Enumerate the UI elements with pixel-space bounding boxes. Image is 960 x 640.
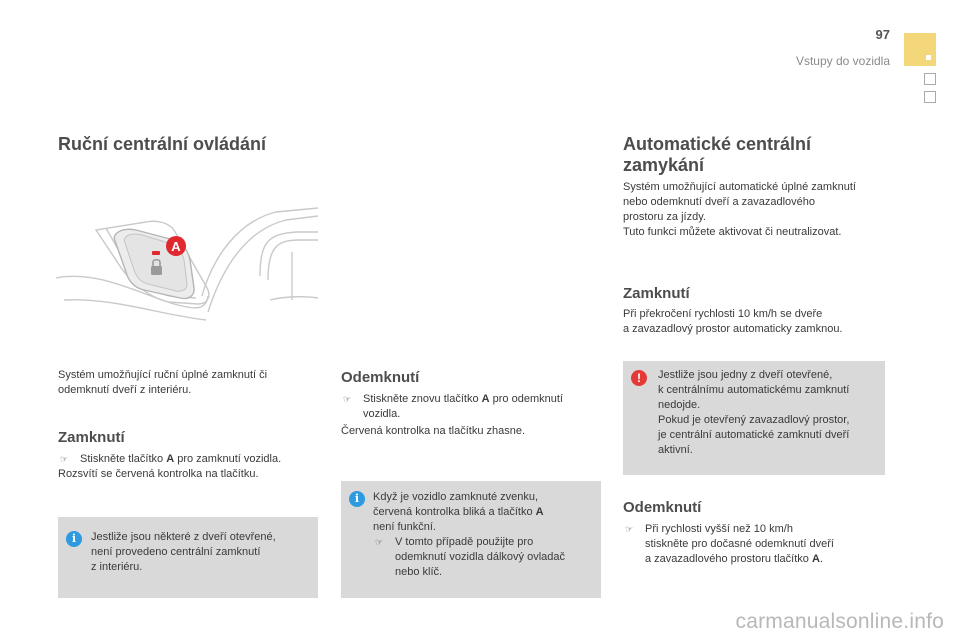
auto-warning-note: [623, 361, 885, 475]
manual-locking-title: Ruční centrální ovládání: [58, 134, 267, 154]
unlock-note-line-2: červená kontrolka bliká a tlačítko: [373, 506, 536, 518]
door-button-illustration: [56, 200, 318, 328]
auto-unlock-line-3-post: .: [819, 553, 823, 565]
unlock-note-bullet-line-3: nebo klíč.: [395, 566, 443, 578]
chapter-tab-empty-2: [924, 91, 936, 103]
button-a-reference: A: [811, 553, 820, 565]
auto-intro: [623, 180, 856, 240]
manual-lock-text-pre: Stiskněte tlačítko: [80, 453, 167, 465]
info-icon: i: [66, 531, 82, 547]
auto-warning-line-3: nedojde.: [658, 399, 701, 411]
auto-lock-line-2: a zavazadlový prostor automaticky zamknou.: [623, 323, 843, 335]
info-icon: i: [349, 491, 365, 507]
button-a-reference: A: [166, 453, 175, 465]
unlock-info-note: [341, 481, 601, 598]
manual-note-line-3: z interiéru.: [91, 561, 143, 573]
pointing-hand-icon: ☞: [375, 537, 384, 547]
unlock-note-bullet: [373, 535, 595, 580]
auto-lock-text: [623, 307, 843, 337]
unlock-note-bullet-line-2: odemknutí vozidla dálkový ovladač: [395, 551, 565, 563]
auto-lock-line-1: Při překročení rychlosti 10 km/h se dveře: [623, 308, 823, 320]
auto-warning-line-5: je centrální automatické zamknutí dveří: [658, 429, 850, 441]
auto-locking-title: [623, 134, 811, 176]
auto-warning-line-4: Pokud je otevřený zavazadlový prostor,: [658, 414, 850, 426]
manual-intro-line-1: Systém umožňující ruční úplné zamknutí či: [58, 369, 268, 381]
auto-intro-line-1: Systém umožňující automatické úplné zamknutí: [623, 181, 856, 193]
auto-locking-title-line-2: zamykání: [623, 155, 705, 175]
auto-warning-line-6: aktivní.: [658, 444, 693, 456]
auto-intro-line-4: Tuto funkci můžete aktivovat či neutralizovat.: [623, 226, 842, 238]
section-title: Vstupy do vozidla: [795, 54, 890, 68]
unlock-note-line-3: není funkční.: [373, 521, 436, 533]
manual-unlock-heading: Odemknutí: [341, 369, 420, 386]
manual-note-line-1: Jestliže jsou některé z dveří otevřené,: [91, 531, 276, 543]
auto-intro-line-3: prostoru za jízdy.: [623, 211, 706, 223]
unlock-note-bullet-line-1: V tomto případě použijte pro: [395, 536, 534, 548]
page-number: 97: [875, 27, 890, 42]
warning-icon: !: [631, 370, 647, 386]
auto-warning-line-2: k centrálnímu automatickému zamknutí: [658, 384, 850, 396]
pointing-hand-icon: ☞: [60, 454, 69, 464]
auto-warning-line-1: Jestliže jsou jedny z dveří otevřené,: [658, 369, 833, 381]
auto-unlock-line-2: stiskněte pro dočasné odemknutí dveří: [645, 538, 834, 550]
manual-note-line-2: není provedeno centrální zamknutí: [91, 546, 261, 558]
manual-lock-bullet: [58, 452, 281, 467]
manual-info-note: [58, 517, 318, 598]
unlock-note-line-1: Když je vozidlo zamknuté zvenku,: [373, 491, 539, 503]
chapter-tab-empty-1: [924, 73, 936, 85]
button-a-reference: A: [535, 506, 544, 518]
manual-lock-text-post: pro zamknutí vozidla.: [174, 453, 282, 465]
manual-intro-line-2: odemknutí dveří z interiéru.: [58, 384, 192, 396]
manual-unlock-text-line-2: vozidla.: [363, 408, 401, 420]
manual-unlock-text-post: pro odemknutí: [489, 393, 563, 405]
button-a-reference: A: [481, 393, 490, 405]
manual-lock-heading: Zamknutí: [58, 429, 125, 446]
pointing-hand-icon: ☞: [343, 394, 352, 404]
callout-a-label: A: [171, 239, 181, 254]
tab-marker: [926, 55, 931, 60]
manual-unlock-bullet: [341, 392, 563, 422]
auto-unlock-heading: Odemknutí: [623, 499, 702, 516]
auto-lock-heading: Zamknutí: [623, 285, 690, 302]
auto-intro-line-2: nebo odemknutí dveří a zavazadlového: [623, 196, 816, 208]
auto-unlock-line-1: Při rychlosti vyšší než 10 km/h: [645, 523, 793, 535]
auto-unlock-bullet: [623, 522, 834, 567]
auto-unlock-line-3-pre: a zavazadlového prostoru tlačítko: [645, 553, 812, 565]
pointing-hand-icon: ☞: [625, 524, 634, 534]
manual-unlock-line-2: Červená kontrolka na tlačítku zhasne.: [341, 425, 526, 437]
manual-lock-line-2: Rozsvítí se červená kontrolka na tlačítku.: [58, 468, 259, 480]
manual-unlock-text-pre: Stiskněte znovu tlačítko: [363, 393, 482, 405]
watermark: carmanualsonline.info: [735, 610, 944, 633]
chapter-tab: [904, 33, 936, 66]
auto-locking-title-line-1: Automatické centrální: [623, 134, 812, 154]
